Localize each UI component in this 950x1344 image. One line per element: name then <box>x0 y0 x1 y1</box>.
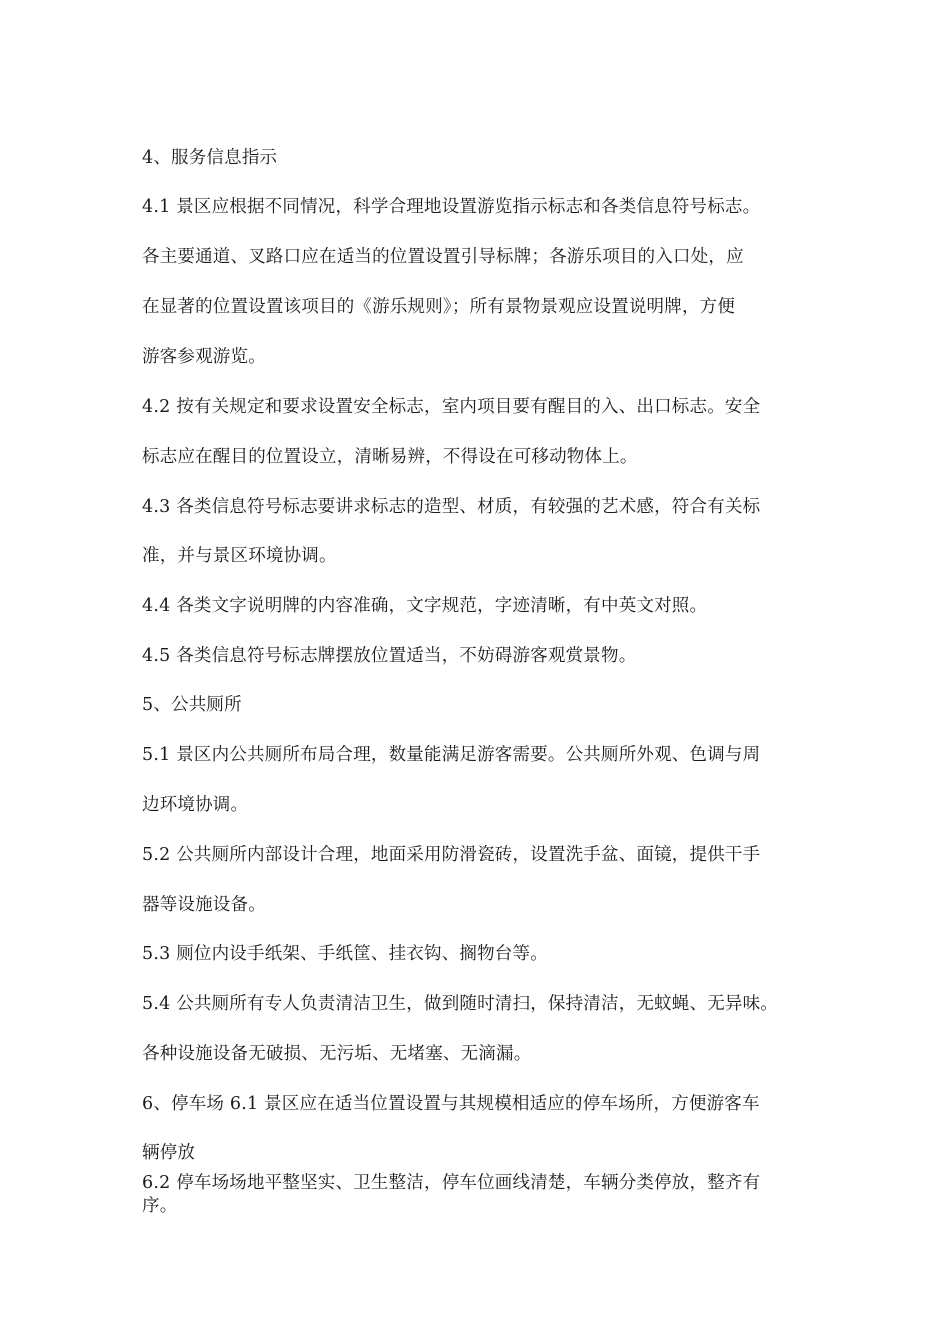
paragraph-line: 标志应在醒目的位置设立，清晰易辨，不得设在可移动物体上。 <box>142 447 638 467</box>
paragraph-line: 各主要通道、叉路口应在适当的位置设置引导标牌；各游乐项目的入口处，应 <box>142 247 744 267</box>
paragraph-line: 在显著的位置设置该项目的《游乐规则》；所有景物景观应设置说明牌，方便 <box>142 297 736 317</box>
paragraph-line: 各种设施设备无破损、无污垢、无堵塞、无滴漏。 <box>142 1044 532 1064</box>
section-heading-6: 6、停车场 6.1 景区应在适当位置设置与其规模相适应的停车场所，方便游客车 <box>142 1094 760 1114</box>
paragraph-line: 准，并与景区环境协调。 <box>142 546 337 566</box>
paragraph-line: 4.5 各类信息符号标志牌摆放位置适当，不妨碍游客观赏景物。 <box>142 646 637 666</box>
section-heading-5: 5、公共厕所 <box>142 695 242 715</box>
paragraph-line: 6.2 停车场场地平整坚实、卫生整洁，停车位画线清楚，车辆分类停放，整齐有 <box>142 1173 761 1193</box>
section-heading-4: 4、服务信息指示 <box>142 148 278 168</box>
paragraph-line: 游客参观游览。 <box>142 347 266 367</box>
paragraph-line: 5.1 景区内公共厕所布局合理，数量能满足游客需要。公共厕所外观、色调与周 <box>142 745 761 765</box>
paragraph-line: 5.4 公共厕所有专人负责清洁卫生，做到随时清扫，保持清洁，无蚊蝇、无异味。 <box>142 994 778 1014</box>
paragraph-line: 4.1 景区应根据不同情况，科学合理地设置游览指示标志和各类信息符号标志。 <box>142 197 761 217</box>
paragraph-line: 辆停放 <box>142 1143 196 1163</box>
paragraph-line: 4.4 各类文字说明牌的内容准确，文字规范，字迹清晰，有中英文对照。 <box>142 596 708 616</box>
paragraph-line: 边环境协调。 <box>142 795 249 815</box>
paragraph-line: 序。 <box>142 1196 178 1216</box>
paragraph-line: 器等设施设备。 <box>142 895 266 915</box>
paragraph-line: 4.2 按有关规定和要求设置安全标志，室内项目要有醒目的入、出口标志。安全 <box>142 397 761 417</box>
paragraph-line: 5.2 公共厕所内部设计合理，地面采用防滑瓷砖，设置洗手盆、面镜，提供干手 <box>142 845 761 865</box>
paragraph-line: 4.3 各类信息符号标志要讲求标志的造型、材质，有较强的艺术感，符合有关标 <box>142 497 761 517</box>
paragraph-line: 5.3 厕位内设手纸架、手纸筐、挂衣钩、搁物台等。 <box>142 944 548 964</box>
